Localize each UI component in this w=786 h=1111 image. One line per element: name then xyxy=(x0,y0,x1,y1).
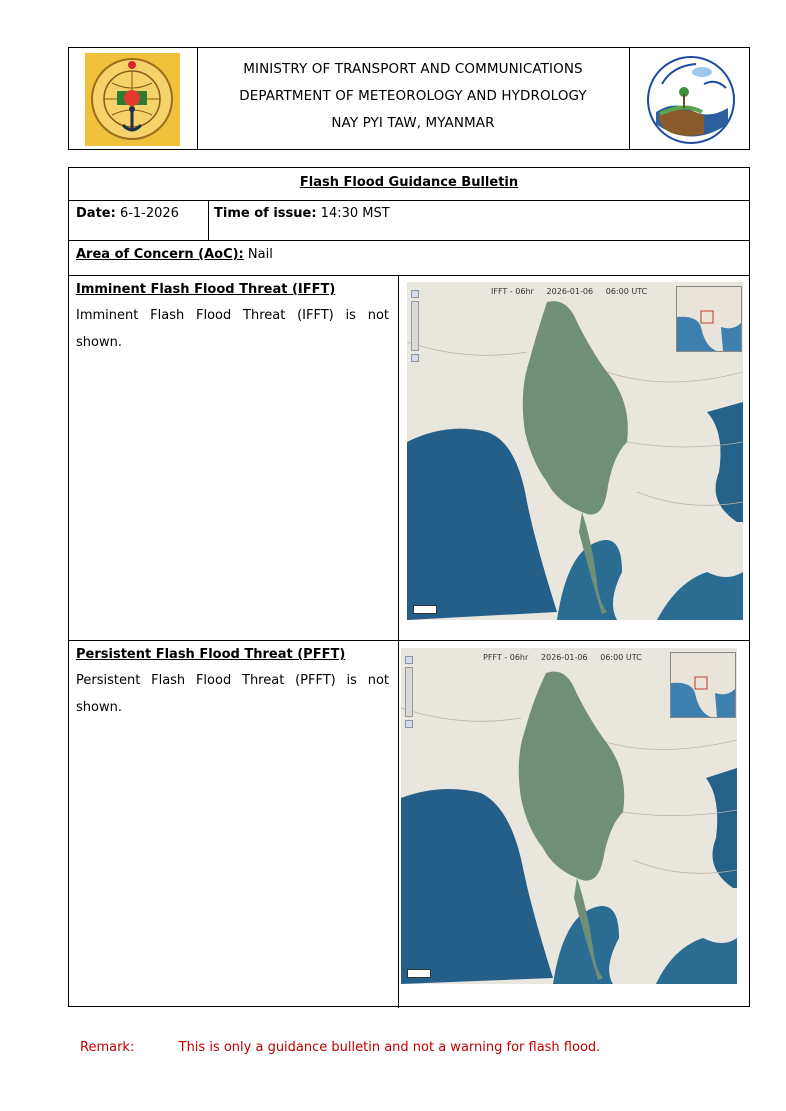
remark xyxy=(80,1040,600,1055)
header-divider-right xyxy=(629,48,630,149)
ifft-scale-bar xyxy=(413,605,437,614)
ifft-map-time: 06:00 UTC xyxy=(605,287,648,296)
ifft-heading: Imminent Flash Flood Threat (IFFT) xyxy=(76,282,336,297)
dmh-logo xyxy=(644,54,739,146)
ifft-text: Imminent Flash Flood Threat (IFFT) is not shown. xyxy=(76,308,389,350)
rule-date xyxy=(69,240,749,241)
pfft-map xyxy=(401,648,737,984)
date-label: Date: xyxy=(76,206,116,221)
pfft-map-product: PFFT - 06hr xyxy=(483,653,529,662)
pfft-zoom-in-button[interactable] xyxy=(405,656,413,664)
header-box xyxy=(68,47,750,150)
ifft-map xyxy=(407,282,743,620)
rule-title xyxy=(69,200,749,201)
aoc-value: Nail xyxy=(247,247,273,262)
pfft-scale-bar xyxy=(407,969,431,978)
remark-label: Remark: xyxy=(80,1040,135,1055)
divider-text-map xyxy=(398,275,399,1008)
pfft-text: Persistent Flash Flood Threat (PFFT) is not shown. xyxy=(76,673,389,715)
pfft-map-time: 06:00 UTC xyxy=(600,653,642,662)
bulletin-table xyxy=(68,167,750,1007)
remark-text: This is only a guidance bulletin and not a warning for flash flood. xyxy=(178,1040,601,1055)
time-label: Time of issue: xyxy=(214,206,317,221)
header-department: DEPARTMENT OF METEOROLOGY AND HYDROLOGY xyxy=(239,88,587,104)
header-divider-left xyxy=(197,48,198,149)
divider-date-time xyxy=(208,200,209,240)
pfft-map-date: 2026-01-06 xyxy=(541,653,588,662)
rule-ifft xyxy=(69,640,749,641)
bulletin-title: Flash Flood Guidance Bulletin xyxy=(299,175,519,190)
pfft-map-title xyxy=(483,653,642,662)
aoc-label: Area of Concern (AoC): xyxy=(76,247,244,262)
ifft-zoom-in-button[interactable] xyxy=(411,290,419,298)
header-location: NAY PYI TAW, MYANMAR xyxy=(331,115,495,131)
pfft-zoom-control[interactable] xyxy=(405,656,413,731)
aoc-cell xyxy=(76,247,273,262)
pfft-overview-map[interactable] xyxy=(670,652,736,718)
date-cell xyxy=(76,206,179,221)
pfft-zoom-slider[interactable] xyxy=(405,667,413,717)
ifft-overview-map[interactable] xyxy=(676,286,742,352)
ifft-map-product: IFFT - 06hr xyxy=(491,287,534,296)
pfft-zoom-out-button[interactable] xyxy=(405,720,413,728)
rule-aoc xyxy=(69,275,749,276)
ifft-map-date: 2026-01-06 xyxy=(546,287,594,296)
time-value: 14:30 MST xyxy=(320,206,390,221)
ifft-zoom-slider[interactable] xyxy=(411,301,419,351)
ifft-zoom-out-button[interactable] xyxy=(411,354,419,362)
date-value: 6-1-2026 xyxy=(119,206,179,221)
header-ministry: MINISTRY OF TRANSPORT AND COMMUNICATIONS xyxy=(243,61,583,77)
header-text xyxy=(199,56,627,137)
ifft-zoom-control[interactable] xyxy=(411,290,419,365)
time-cell xyxy=(214,206,390,221)
pfft-heading: Persistent Flash Flood Threat (PFFT) xyxy=(76,647,346,662)
ministry-logo xyxy=(85,53,180,146)
ifft-map-title xyxy=(491,287,647,296)
